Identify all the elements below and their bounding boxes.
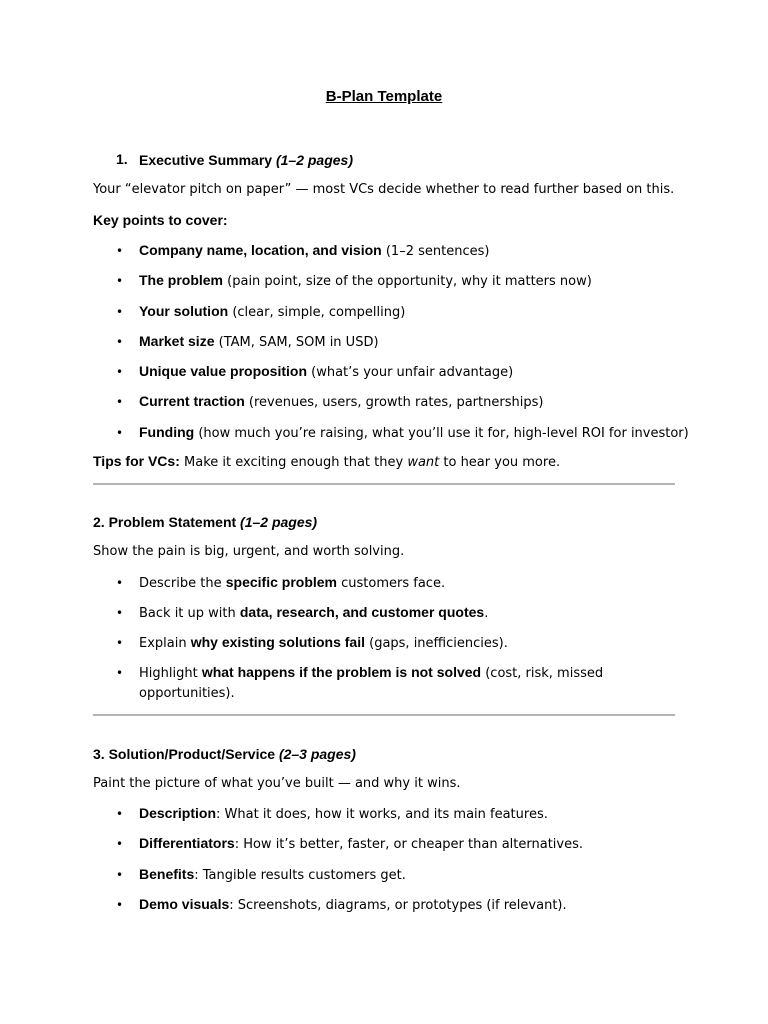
bullet-icon: • — [116, 274, 124, 288]
bullet-bold: Demo visuals — [139, 896, 230, 912]
bullet-icon: • — [116, 807, 124, 821]
section2-heading-text: 2. Problem Statement — [93, 514, 237, 530]
bullet-bold: Benefits — [139, 866, 195, 882]
bullet-bold: Unique value proposition — [139, 363, 308, 379]
list-item — [116, 803, 548, 825]
horizontal-divider — [93, 714, 675, 716]
bullet-text: : How it’s better, faster, or cheaper than alternatives. — [234, 837, 583, 852]
bullet-icon: • — [116, 837, 124, 851]
list-item — [116, 422, 689, 444]
list-item — [116, 361, 513, 383]
bullet-text: : What it does, how it works, and its main features. — [216, 807, 548, 822]
bullet-icon: • — [116, 244, 124, 258]
list-item — [116, 662, 603, 684]
bullet-icon: • — [116, 365, 124, 379]
bullet-icon: • — [116, 426, 124, 440]
bullet-bold: Your solution — [139, 303, 229, 319]
bullet-icon: • — [116, 395, 124, 409]
bullet-bold: Company name, location, and vision — [139, 242, 382, 258]
key-points-label: Key points to cover: — [93, 212, 228, 228]
horizontal-divider — [93, 483, 675, 485]
bullet-text: Explain — [139, 636, 191, 651]
list-item — [116, 240, 489, 262]
document-title: B-Plan Template — [325, 88, 443, 105]
list-item — [116, 894, 567, 916]
bullet-text: (how much you’re raising, what you’ll use it for, high-level ROI for investor) — [194, 426, 689, 441]
list-item — [116, 572, 445, 594]
bullet-text: (what’s your unfair advantage) — [307, 365, 514, 380]
list-item — [116, 391, 543, 413]
bullet-icon: • — [116, 868, 124, 882]
bullet-text: (revenues, users, growth rates, partnerships) — [244, 395, 544, 410]
bullet-text-end: customers face. — [337, 576, 446, 591]
bullet-icon: • — [116, 666, 124, 680]
section3-heading-text: 3. Solution/Product/Service — [93, 746, 276, 762]
bullet-text: Describe the — [139, 576, 226, 591]
bullet-icon: • — [116, 335, 124, 349]
section2-heading — [93, 513, 317, 531]
list-item — [116, 270, 592, 292]
bullet-icon: • — [116, 606, 124, 620]
section1-number: 1. — [116, 151, 128, 167]
bullet-text: (1–2 sentences) — [381, 244, 490, 259]
list-item — [116, 632, 508, 654]
section2-intro: Show the pain is big, urgent, and worth solving. — [93, 544, 405, 559]
bullet-text: (pain point, size of the opportunity, why it matters now) — [223, 274, 592, 289]
section3-heading-note: (2–3 pages) — [278, 746, 356, 762]
bullet-bold: The problem — [139, 272, 224, 288]
bullet-bold: Current traction — [139, 393, 245, 409]
tips-emphasis: want — [407, 455, 440, 470]
bullet-text: : Tangible results customers get. — [194, 868, 406, 883]
bullet-text: (TAM, SAM, SOM in USD) — [214, 335, 379, 350]
bullet-text: : Screenshots, diagrams, or prototypes (if relevant). — [229, 898, 567, 913]
bullet-text-end: (cost, risk, missed — [481, 666, 604, 681]
tips-text: Make it exciting enough that they — [179, 455, 408, 470]
bullet-bold: why existing solutions fail — [190, 634, 365, 650]
bullet-icon: • — [116, 576, 124, 590]
list-item — [116, 864, 406, 886]
bullet-text-end: . — [484, 606, 489, 621]
list-item — [116, 833, 583, 855]
tips-label: Tips for VCs: — [93, 453, 180, 469]
bullet-continuation: opportunities). — [139, 686, 235, 701]
bullet-bold: Market size — [139, 333, 215, 349]
list-item — [116, 301, 405, 323]
bullet-icon: • — [116, 305, 124, 319]
bullet-bold: data, research, and customer quotes — [239, 604, 485, 620]
bullet-text-end: (gaps, inefficiencies). — [364, 636, 508, 651]
bullet-text: (clear, simple, compelling) — [228, 305, 406, 320]
section1-heading-text: Executive Summary — [139, 152, 273, 168]
bullet-bold: what happens if the problem is not solved — [201, 664, 482, 680]
list-item — [116, 331, 379, 353]
tips-paragraph — [93, 452, 560, 472]
bullet-bold: Description — [139, 805, 217, 821]
section1-intro: Your “elevator pitch on paper” — most VCs decide whether to read further based on this. — [93, 182, 675, 197]
section3-heading — [93, 745, 356, 763]
section1-heading-note: (1–2 pages) — [275, 152, 354, 168]
section2-heading-note: (1–2 pages) — [240, 514, 318, 530]
list-item — [116, 602, 488, 624]
bullet-bold: Differentiators — [139, 835, 235, 851]
section3-intro: Paint the picture of what you’ve built — and why it wins. — [93, 776, 461, 791]
bullet-bold: specific problem — [225, 574, 337, 590]
bullet-bold: Funding — [139, 424, 195, 440]
bullet-text: Highlight — [139, 666, 202, 681]
bullet-text: Back it up with — [139, 606, 240, 621]
tips-text-end: to hear you more. — [439, 455, 561, 470]
bullet-icon: • — [116, 898, 124, 912]
bullet-icon: • — [116, 636, 124, 650]
section1-heading — [139, 151, 353, 169]
